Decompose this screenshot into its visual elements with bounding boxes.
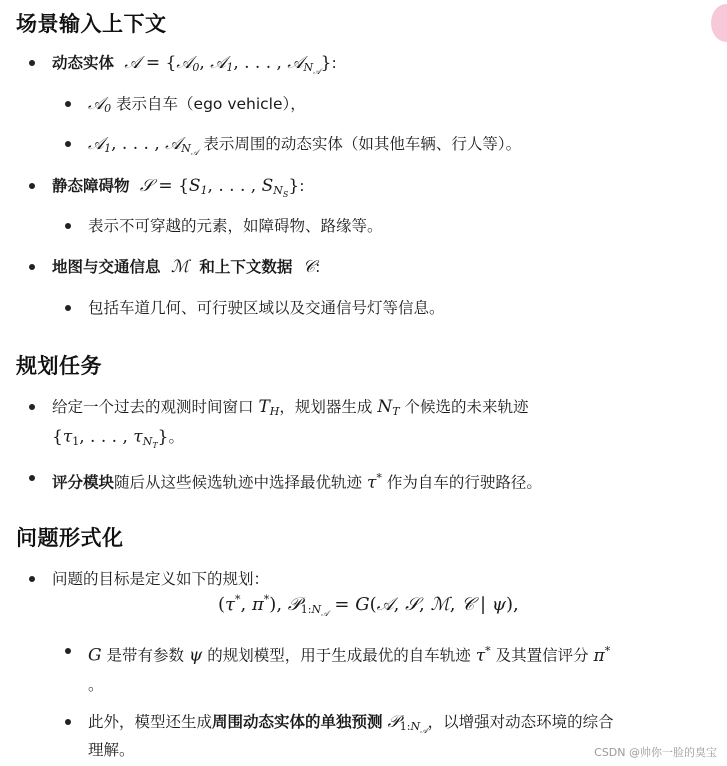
planning-text-a: 给定一个过去的观测时间窗口	[52, 398, 254, 416]
scoring-text-b: 作为自车的行驶路径。	[386, 473, 542, 492]
model-end: 。	[88, 676, 104, 694]
corner-avatar-fragment	[711, 4, 727, 42]
list-item-map-traffic: 地图与交通信息 ℳ 和上下文数据 𝒞:	[52, 254, 320, 280]
model-text-c: 及其置信评分	[495, 646, 589, 665]
list-item-static-desc	[88, 213, 383, 239]
map-label-b: 和上下文数据	[199, 258, 293, 276]
planning-text-c: 个候选的未来轨迹	[404, 398, 529, 416]
math-g: G	[88, 645, 102, 666]
math-tau-star-2: τ*	[475, 644, 491, 666]
list-item-static-obstacles: 静态障碍物 𝒮 = {$S_1$, . . . , $S_{N_S}$}:	[52, 173, 304, 208]
math-static-set: 𝒮 = {$S_1$, . . . , $S_{N_S}$}	[134, 176, 300, 199]
math-display-equation: (τ*, π*), 𝒫$_{1:N_𝒜}$ = G(𝒜, 𝒮, ℳ, 𝒞 | ψ),	[218, 593, 519, 618]
section-title-formal: 问题形式化	[16, 526, 124, 550]
math-tau-star: τ*	[366, 471, 382, 493]
model-text-a: 是带有参数	[106, 646, 185, 665]
map-label-a: 地图与交通信息	[52, 258, 161, 276]
map-text: 包括车道几何、可行驶区域以及交通信号灯等信息。	[88, 299, 445, 317]
list-item-ego	[88, 91, 306, 122]
math-tau-set: {$\tau_1$, . . . , $\tau_{N_T}$}	[52, 427, 169, 450]
math-nt: $N_T$	[377, 397, 400, 418]
static-label: 静态障碍物	[52, 177, 130, 195]
list-item-map-desc	[88, 295, 445, 321]
math-others: 𝒜$_1$, . . . , 𝒜$_{N_𝒜}$	[88, 134, 199, 157]
list-item-scoring	[52, 465, 542, 496]
planning-text-b: ，规划器生成	[279, 398, 373, 416]
planning-end: 。	[168, 428, 184, 446]
section-title-planning: 规划任务	[16, 354, 102, 378]
prediction-bold: 周围动态实体的单独预测	[212, 713, 383, 731]
list-item-model	[88, 638, 610, 669]
scoring-label: 评分模块	[52, 473, 115, 492]
list-item-planning-window	[52, 394, 529, 425]
list-item-others	[88, 131, 521, 166]
math-p-pred: 𝒫$_{1:N_𝒜}$	[387, 712, 428, 735]
math-ego: 𝒜$_0$	[88, 94, 112, 115]
planning-window-continuation	[52, 424, 184, 459]
static-text: 表示不可穿越的元素，如障碍物、路缘等。	[88, 217, 383, 235]
prediction-text-c: 理解。	[88, 741, 135, 759]
list-item-dynamic-entities: 动态实体 𝒜 = {𝒜$_0$, 𝒜$_1$, . . . , 𝒜$_{N_𝒜}$}:	[52, 50, 337, 85]
dynamic-label: 动态实体	[52, 54, 115, 72]
scoring-text-a: 随后从这些候选轨迹中选择最优轨迹	[114, 473, 363, 492]
prediction-text-b: ，以增强对动态环境的综合	[427, 713, 614, 731]
section-title-scene: 场景输入上下文	[16, 12, 167, 36]
list-item-goal	[52, 566, 269, 592]
math-psi: ψ	[188, 645, 203, 666]
model-continuation	[88, 672, 104, 698]
math-th: $T_H$	[258, 397, 280, 418]
list-item-prediction	[88, 709, 614, 744]
model-text-b: 的规划模型，用于生成最优的自车轨迹	[207, 646, 471, 665]
prediction-text-a: 此外，模型还生成	[88, 713, 213, 731]
math-pi-star: π*	[593, 644, 611, 666]
math-dynamic-set: 𝒜 = {𝒜$_0$, 𝒜$_1$, . . . , 𝒜$_{N_𝒜}$}	[118, 53, 332, 76]
goal-text: 问题的目标是定义如下的规划：	[52, 570, 270, 588]
others-text: 表示周围的动态实体（如其他车辆、行人等）。	[203, 135, 522, 153]
ego-text: 表示自车（ego vehicle），	[116, 95, 306, 113]
csdn-watermark: CSDN @帅你一脸的臭宝	[594, 746, 717, 759]
prediction-continuation	[88, 737, 135, 763]
math-context: 𝒞	[297, 257, 316, 277]
math-map: ℳ	[165, 257, 195, 277]
